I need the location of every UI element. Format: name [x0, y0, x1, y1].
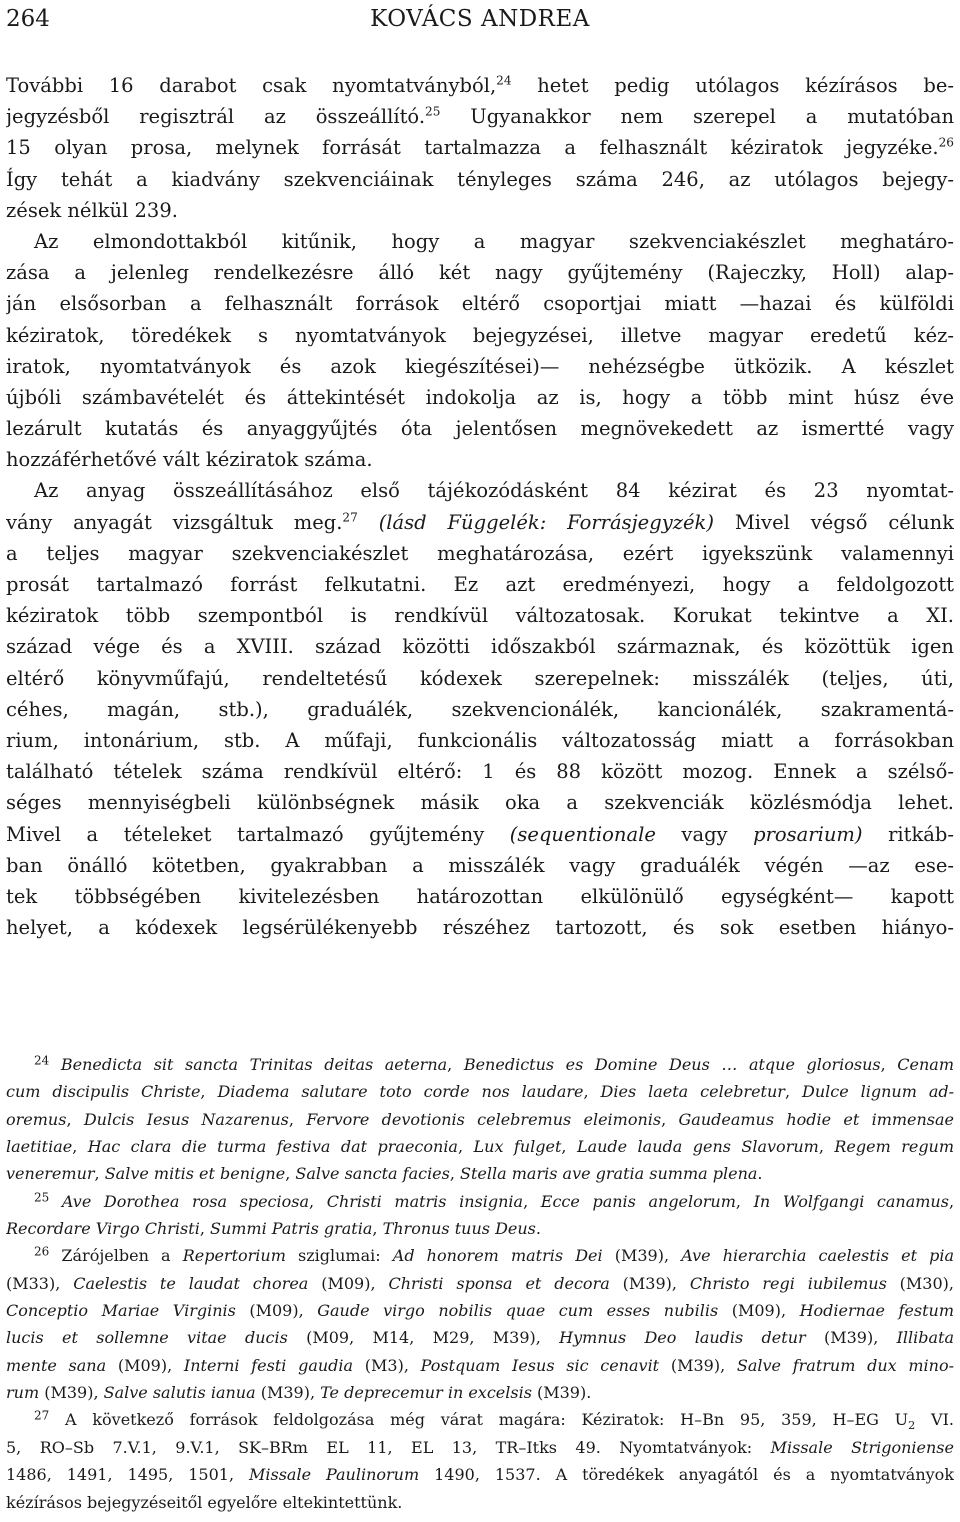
text-run: , — [583, 1082, 601, 1102]
text-line — [6, 569, 954, 600]
text-line — [6, 694, 954, 725]
text-run: veneremur — [6, 1164, 95, 1184]
text-run: (M09), — [106, 1355, 184, 1375]
text-run: Fervore devotionis celebremus eleimonis — [306, 1109, 662, 1129]
text-run: , — [288, 1109, 307, 1129]
text-run: vagy — [655, 822, 754, 846]
text-line — [6, 538, 954, 569]
text-run: (M39), — [39, 1383, 104, 1403]
text-run: , — [309, 1191, 327, 1211]
text-run: Salve fratrum dux mino- — [736, 1355, 954, 1375]
text-run: lezárult kutatás és anyaggyűjtés óta jelentősen megnövekedett az ismertté vagy — [6, 417, 954, 441]
text-run: Missale Paulinorum — [248, 1465, 420, 1485]
text-run: (M33), — [6, 1273, 74, 1293]
footnote-line — [6, 1078, 954, 1105]
text-run: séges mennyiségbeli különbségnek másik oka a szekvenciák közlésmódja lehet. — [6, 791, 954, 815]
footnote-line — [6, 1489, 954, 1516]
text-run: Ad honorem matris Dei — [392, 1246, 603, 1266]
text-run: Gaude virgo nobilis quae cum esses nubilis — [317, 1301, 719, 1321]
text-run: hozzáférhetővé vált kéziratok száma. — [6, 448, 373, 472]
text-line — [6, 912, 954, 943]
text-line — [6, 70, 954, 101]
text-run: ban önálló kötetben, gyakrabban a misszálék vagy graduálék végén —az ese- — [6, 853, 954, 877]
text-run: Az elmondottakból kitűnik, hogy a magyar szekvenciakészlet meghatáro- — [34, 229, 954, 253]
text-run: További 16 darabot csak nyomtatványból, — [6, 74, 497, 97]
text-run: In Wolfgangi canamus — [753, 1191, 949, 1211]
text-run: , — [199, 1219, 210, 1239]
text-run: Interni festi gaudia — [183, 1355, 354, 1375]
text-run: Postquam Iesus sic cenavit — [420, 1355, 660, 1375]
text-run: 5, RO–Sb 7.V.1, 9.V.1, SK–BRm EL 11, EL 13, TR–Itks 49. Nyomtatványok: — [6, 1437, 771, 1457]
text-run: , — [561, 1137, 577, 1157]
text-line — [6, 444, 954, 475]
footnote-line — [6, 1188, 954, 1215]
page-header — [6, 6, 954, 36]
text-line — [6, 850, 954, 881]
text-line — [6, 257, 954, 288]
text-line — [6, 132, 954, 163]
text-run: (M3), — [353, 1355, 421, 1375]
text-run: újbóli számbavételét és áttekintését indokolja az is, hogy a több mint húsz éve — [6, 385, 954, 409]
text-run: 15 olyan prosa, melynek forrását tartalmazza a felhasznált kéziratok jegyzéke. — [6, 136, 939, 160]
text-run: (lásd Függelék: Forrásjegyzék) — [378, 510, 714, 534]
text-run: , — [94, 1164, 105, 1184]
text-run — [358, 511, 379, 534]
text-run: a teljes magyar szekvenciakészlet meghatározása, ezért igyekszünk valamennyi — [6, 541, 954, 565]
text-run: A következő források feldolgozása még várat magára: Kéziratok: H–Bn 95, 359, H–EG U — [49, 1410, 909, 1430]
footnote-ref: 25 — [34, 1190, 50, 1205]
text-run: , — [72, 1137, 88, 1157]
text-run: mente sana — [6, 1355, 107, 1375]
text-run: oremus — [6, 1109, 67, 1129]
text-run: hetet pedig utólagos kézírásos be- — [511, 74, 954, 97]
text-run: Mivel végső célunk — [713, 510, 954, 534]
footnote-line — [6, 1051, 954, 1078]
footnote-ref: 26 — [938, 135, 954, 150]
footnote-ref: 24 — [34, 1053, 50, 1068]
text-run: kéziratok, töredékek s nyomtatványok bejegyzései, illetve magyar eredetű kéz- — [6, 323, 954, 347]
text-run: 1490, 1537. A töredékek anyagától és a nyomtatványok — [419, 1465, 954, 1485]
footnote-ref: 24 — [496, 73, 512, 88]
text-run: Thronus tuus Deus — [382, 1219, 536, 1239]
text-run: Christo regi iubilemus — [689, 1273, 887, 1293]
text-run: sziglumai: — [285, 1246, 393, 1266]
text-run: Ecce panis angelorum — [540, 1191, 736, 1211]
footnote-line — [6, 1352, 954, 1379]
text-run: Recordare Virgo Christi — [6, 1219, 200, 1239]
text-run: század vége és a XVIII. század közötti időszakból származnak, és közöttük igen — [6, 635, 954, 659]
text-run: (M39), — [659, 1355, 737, 1375]
text-run: . — [535, 1219, 541, 1239]
text-run: Te deprecemur in excelsis — [320, 1383, 532, 1403]
text-run: Conceptio Mariae Virginis — [6, 1301, 236, 1321]
text-run: céhes, magán, stb.), graduálék, szekvencionálék, kancionálék, szakramentá- — [6, 697, 954, 721]
text-line — [6, 351, 954, 382]
footnote-line — [6, 1215, 954, 1242]
text-run: található tételek száma rendkívül eltérő: 1 és 88 között mozog. Ennek a szélső- — [6, 760, 954, 784]
text-run: , — [948, 1191, 954, 1211]
footnote-ref: 26 — [34, 1245, 50, 1260]
text-line — [6, 164, 954, 195]
text-line — [6, 756, 954, 787]
text-run: , — [784, 1082, 802, 1102]
text-run: Az anyag összeállításához első tájékozódásként 84 kézirat és 23 nyomtat- — [34, 479, 954, 503]
text-run: Dies laeta celebretur — [600, 1082, 785, 1102]
text-run: ján elsősorban a felhasznált források eltérő csoportjai miatt —hazai és külföldi — [6, 292, 954, 316]
text-run: Diadema salutare toto corde nos laudare — [217, 1082, 584, 1102]
footnote-line — [6, 1379, 954, 1406]
text-run: tek többségében kivitelezésben határozottan elkülönülő egységként— kapott — [6, 884, 954, 908]
text-run: Hac clara die turma festiva dat praeconia — [87, 1137, 458, 1157]
text-run: zása a jelenleg rendelkezésre álló két nagy gyűjtemény (Rajeczky, Holl) alap- — [6, 261, 954, 285]
text-run: Salve mitis et benigne — [104, 1164, 286, 1184]
footnote-line — [6, 1406, 954, 1433]
page-number: 264 — [6, 6, 50, 32]
text-run: Summi Patris gratia — [209, 1219, 373, 1239]
text-line — [6, 226, 954, 257]
text-run: iratok, nyomtatványok és azok kiegészítései)— nehézségbe ütközik. A készlet — [6, 354, 954, 378]
text-run: Gaudeamus hodie et immensae — [678, 1109, 954, 1129]
text-run: Ugyanakkor nem szerepel a mutatóban — [440, 105, 954, 129]
text-run: rum — [6, 1383, 40, 1403]
text-run: (M39), — [602, 1246, 682, 1266]
text-run: Dulcis Iesus Nazarenus — [83, 1109, 289, 1129]
text-line — [6, 195, 954, 226]
footnote-line — [6, 1133, 954, 1160]
text-run — [49, 1055, 61, 1074]
text-run: , — [200, 1082, 218, 1102]
text-run: lucis et sollemne vitae ducis — [6, 1328, 288, 1348]
text-run: , — [372, 1219, 383, 1239]
footnote-line — [6, 1106, 954, 1133]
text-run: zések nélkül 239. — [6, 198, 178, 222]
text-line — [6, 663, 954, 694]
text-line — [6, 600, 954, 631]
text-run: Lux fulget — [473, 1137, 562, 1157]
text-line — [6, 631, 954, 662]
text-run: (M39), — [255, 1383, 321, 1403]
footnote-ref: 27 — [34, 1409, 50, 1424]
footnote-line — [6, 1434, 954, 1461]
text-run: prosát tartalmazó forrást felkutatni. Ez azt eredményezi, hogy a feldolgozott — [6, 573, 954, 596]
text-line — [6, 288, 954, 319]
text-run — [49, 1192, 62, 1211]
footnote-line — [6, 1324, 954, 1351]
text-run: Ave Dorothea rosa speciosa — [61, 1191, 310, 1211]
text-run: Illibata — [896, 1328, 954, 1348]
text-run: Mivel a tételeket tartalmazó gyűjtemény — [6, 822, 510, 846]
text-run: Missale Strigoniense — [770, 1437, 954, 1457]
text-run: ritkáb- — [862, 822, 954, 846]
footnote-ref: 25 — [425, 104, 441, 119]
text-run: jegyzésből regisztrál az összeállító. — [6, 105, 426, 129]
text-run: Így tehát a kiadvány szekvenciáinak tényleges száma 246, az utólagos bejegy- — [6, 167, 954, 191]
text-run: Caelestis te laudat chorea — [73, 1273, 309, 1293]
text-run: Stella maris ave gratia summa plena — [460, 1164, 758, 1184]
footnotes — [6, 1051, 954, 1516]
text-run: laetitiae — [6, 1137, 73, 1157]
text-run: eltérő könyvműfajú, rendeltetésű kódexek szerepelnek: misszálék (teljes, úti, — [6, 666, 954, 690]
text-run: , — [818, 1137, 835, 1157]
text-line — [6, 475, 954, 506]
text-run: , — [457, 1137, 474, 1157]
text-line — [6, 881, 954, 912]
text-run: (M39), — [805, 1328, 897, 1348]
text-run: prosarium) — [753, 822, 863, 846]
text-line — [6, 382, 954, 413]
text-run: Cenam — [897, 1055, 954, 1074]
text-run: , — [735, 1191, 754, 1211]
text-run: 1486, 1491, 1495, 1501, — [6, 1465, 249, 1485]
text-run: (M09), — [718, 1301, 800, 1321]
text-line — [6, 413, 954, 444]
text-line — [6, 507, 954, 538]
footnote-line — [6, 1297, 954, 1324]
text-run: (M30), — [886, 1273, 954, 1293]
text-run: (M09), — [235, 1301, 318, 1321]
footnote-line — [6, 1242, 954, 1269]
text-run: Christi sponsa et decora — [388, 1273, 610, 1293]
text-run: Regem regum — [834, 1137, 954, 1157]
text-line — [6, 320, 954, 351]
text-run: VI. — [915, 1410, 954, 1430]
footnote-line — [6, 1270, 954, 1297]
running-head: KOVÁCS ANDREA — [370, 6, 590, 32]
text-run: (M09), — [308, 1273, 389, 1293]
text-run: Laude lauda gens Slavorum — [576, 1137, 819, 1157]
text-line — [6, 787, 954, 818]
footnote-line — [6, 1160, 954, 1187]
text-run: Repertorium — [182, 1246, 286, 1266]
text-run: , — [880, 1055, 898, 1074]
text-run: Salve salutis ianua — [103, 1383, 256, 1403]
text-run: kézírásos bejegyzéseitől egyelőre eltekintettünk. — [6, 1492, 403, 1512]
text-run: (M39). — [531, 1383, 592, 1403]
text-run: , — [66, 1109, 84, 1129]
text-run: , — [449, 1164, 461, 1184]
footnote-ref: 27 — [342, 510, 358, 525]
text-run: . — [757, 1164, 763, 1184]
footnote-line — [6, 1461, 954, 1488]
text-run: (M39), — [609, 1273, 690, 1293]
text-run: Ave hierarchia caelestis et pia — [681, 1246, 954, 1266]
text-line — [6, 101, 954, 132]
text-run: , — [447, 1055, 464, 1074]
text-run: Benedicta sit sancta Trinitas deitas aeterna — [60, 1055, 448, 1074]
text-run: Hodiernae festum — [799, 1301, 954, 1321]
text-run: , — [661, 1109, 679, 1129]
text-run: Benedictus es Domine Deus … atque gloriosus — [463, 1055, 881, 1074]
text-run: , — [523, 1191, 541, 1211]
main-text — [6, 70, 954, 943]
text-run: 2 — [908, 1419, 916, 1433]
text-line — [6, 725, 954, 756]
text-run: (M09, M14, M29, M39), — [287, 1328, 560, 1348]
text-run: rium, intonárium, stb. A műfaji, funkcionális változatosság miatt a forrásokban — [6, 728, 954, 752]
text-run: kéziratok több szempontból is rendkívül változatosak. Korukat tekintve a XI. — [6, 604, 954, 628]
text-run: cum discipulis Christe — [6, 1082, 201, 1102]
text-line — [6, 819, 954, 850]
text-run: , — [285, 1164, 296, 1184]
text-run: (sequentionale — [509, 822, 656, 846]
text-run: Christi matris insignia — [326, 1191, 524, 1211]
text-run: Hymnus Deo laudis detur — [559, 1328, 806, 1348]
text-run: Zárójelben a — [49, 1246, 183, 1266]
text-run: Dulce lignum ad- — [801, 1082, 954, 1102]
text-run: Salve sancta facies — [295, 1164, 450, 1184]
text-run: helyet, a kódexek legsérülékenyebb részéhez tartozott, és sok esetben hiányo- — [6, 916, 954, 940]
text-run: vány anyagát vizsgáltuk meg. — [6, 510, 343, 534]
